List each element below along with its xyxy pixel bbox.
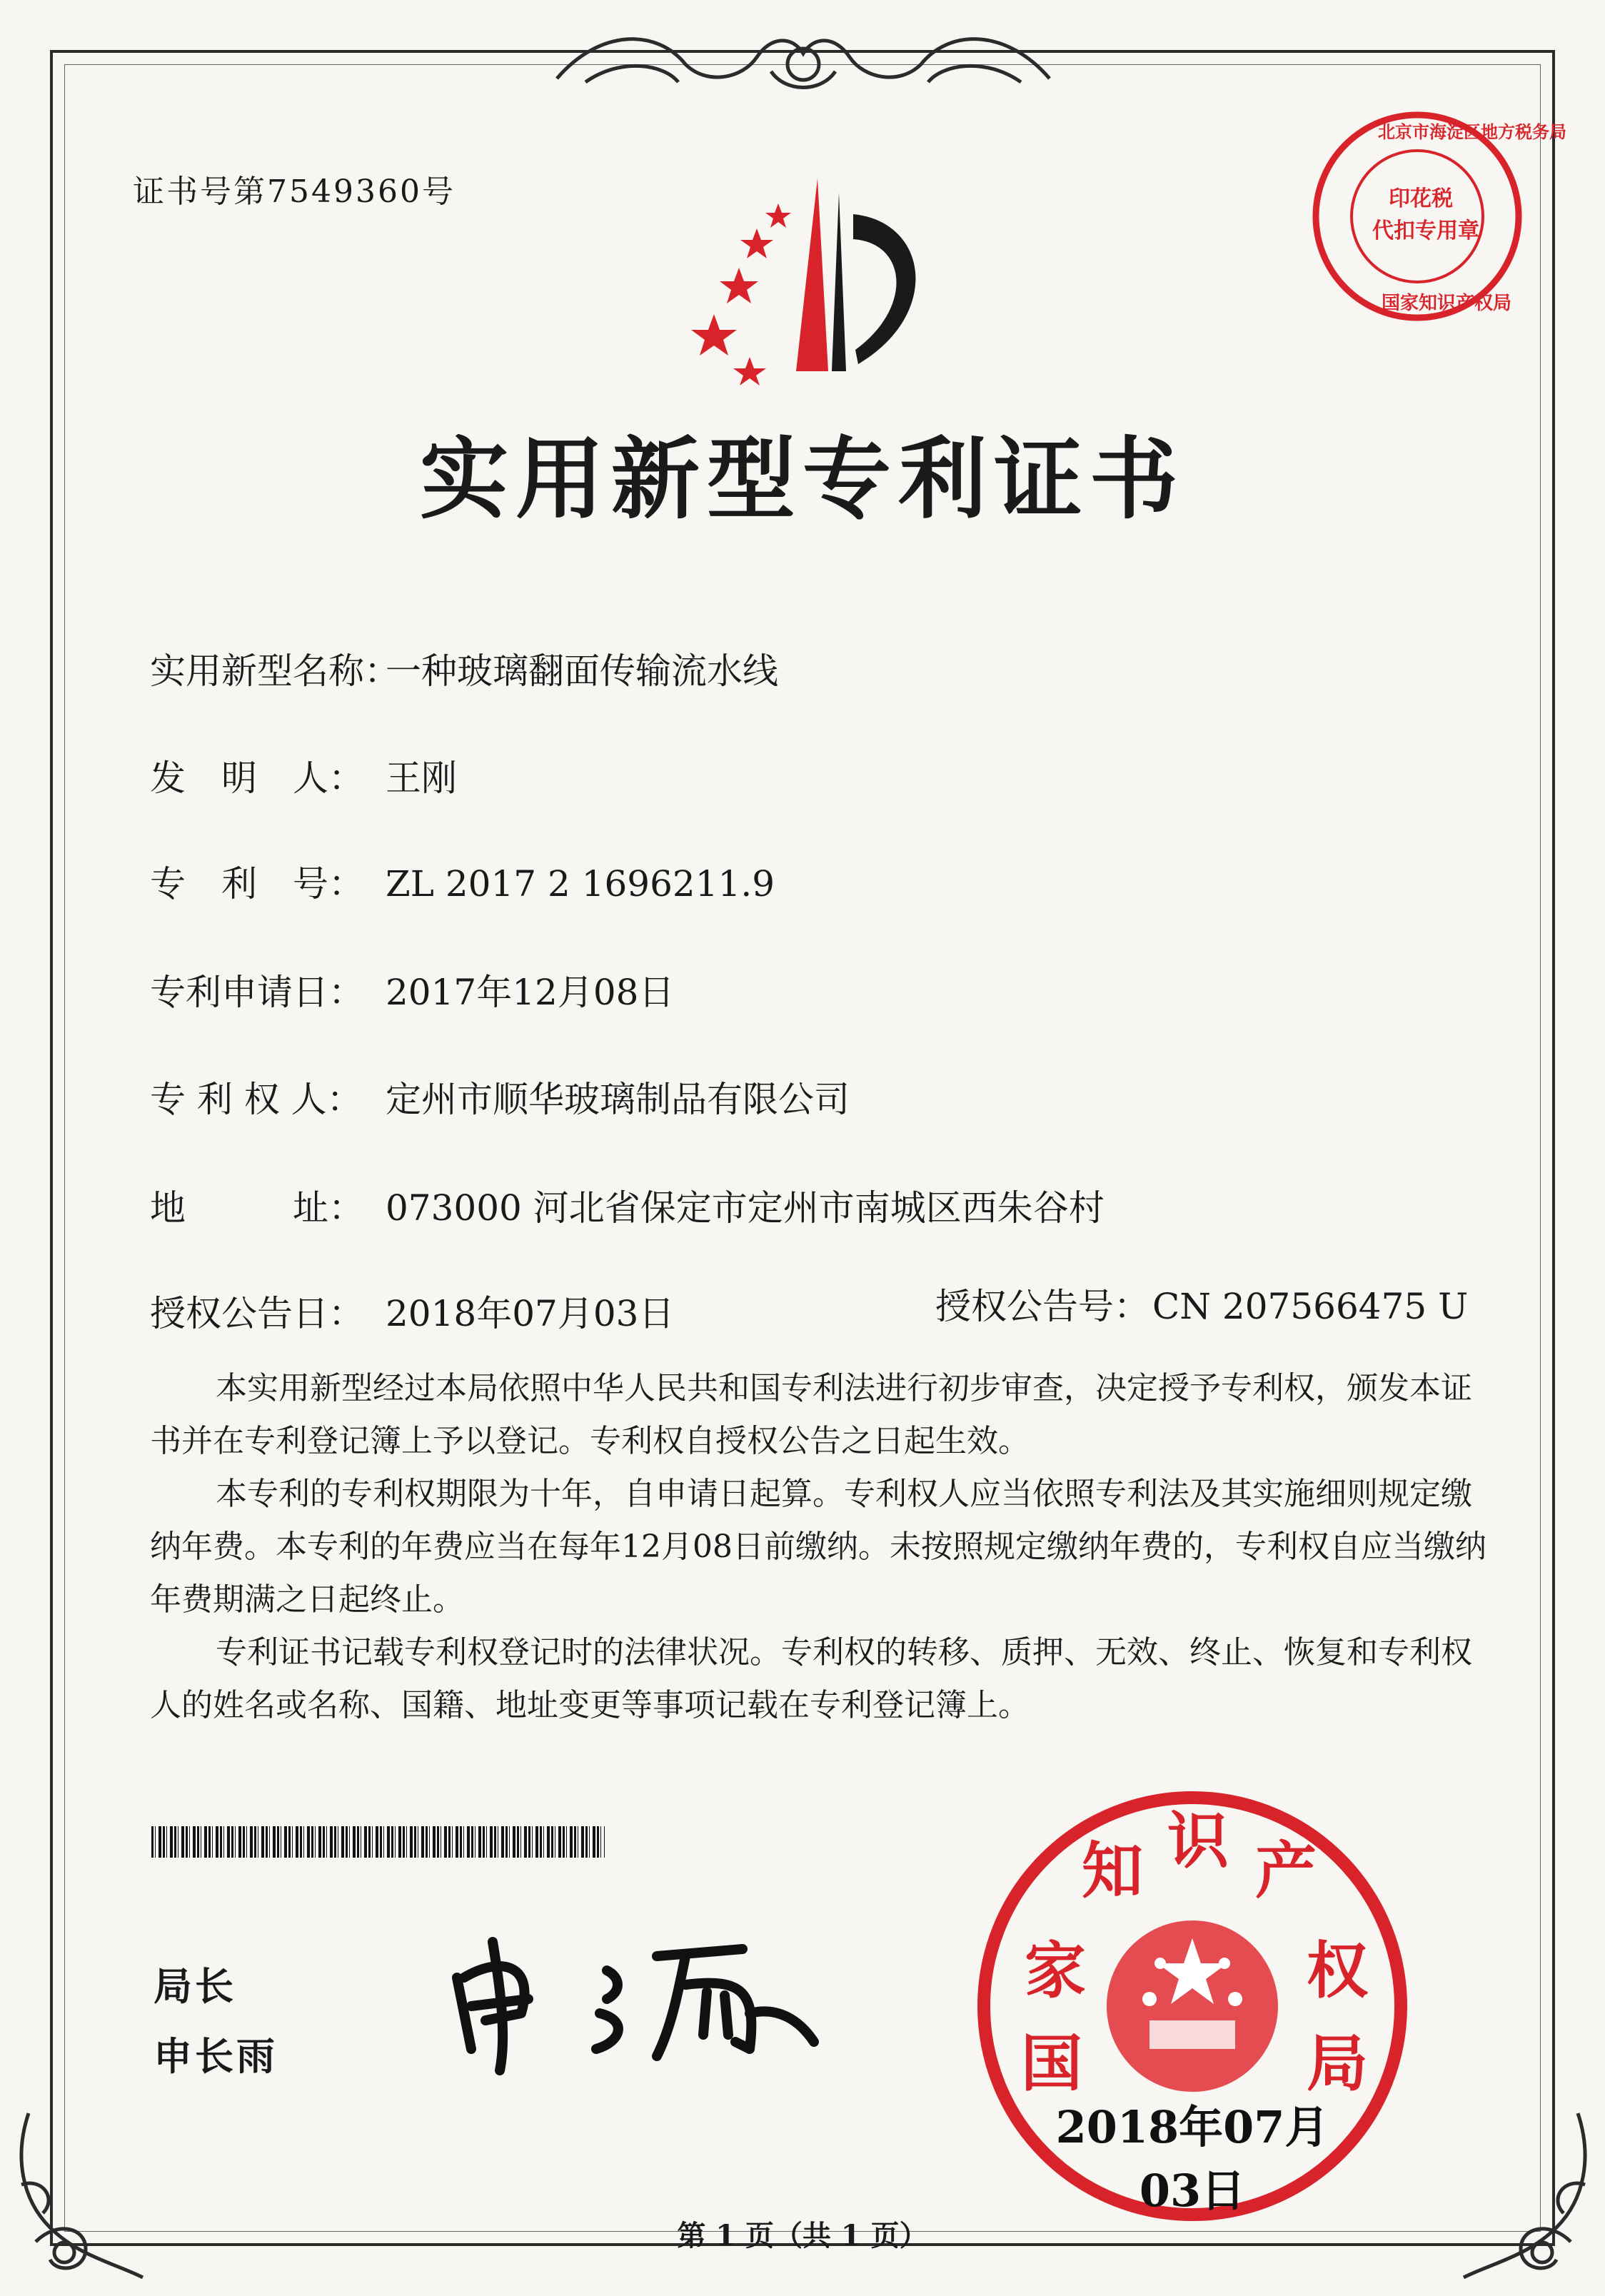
body-paragraph: 专利证书记载专利权登记时的法律状况。专利权的转移、质押、无效、终止、恢复和专利权人的姓名或名称、国籍、地址变更等事项记载在专利登记簿上。 <box>150 1634 1472 1723</box>
patentee-field <box>150 1071 850 1122</box>
address-field <box>150 1179 1105 1231</box>
seal-date: 2018年07月03日 <box>1055 2101 1329 2217</box>
svg-text:产: 产 <box>1255 1836 1317 1907</box>
field-value: 073000 河北省保定市定州市南城区西朱谷村 <box>386 1187 1105 1229</box>
page-title: 实用新型专利证书 <box>419 428 1185 531</box>
patent-emblem-icon <box>671 171 957 378</box>
svg-text:知: 知 <box>1082 1836 1143 1907</box>
utility-model-name-field <box>150 643 778 694</box>
field-value: 2018年07月03日 <box>386 1293 675 1334</box>
field-label: 专 利 权 人： <box>150 1079 363 1120</box>
director-title: 局长 <box>154 1964 236 2009</box>
field-value: ZL 2017 2 1696211.9 <box>386 863 775 905</box>
svg-text:识: 识 <box>1167 1806 1229 1877</box>
field-label: 地 址： <box>150 1187 364 1229</box>
inventor-field <box>150 750 457 801</box>
director-signature <box>443 1928 828 2078</box>
svg-text:家: 家 <box>1025 1935 1086 2007</box>
patent-number-field <box>150 855 775 907</box>
field-label: 专利申请日： <box>150 972 364 1013</box>
field-label: 实用新型名称： <box>150 650 400 692</box>
bottom-left-ornament <box>7 2099 150 2292</box>
director-name: 申长雨 <box>154 2034 278 2079</box>
svg-text:国家知识产权局: 国家知识产权局 <box>1382 293 1512 314</box>
filing-date-field <box>150 964 675 1015</box>
svg-text:权: 权 <box>1307 1935 1368 2007</box>
field-label: 授权公告日： <box>150 1293 364 1334</box>
bottom-right-ornament <box>1456 2099 1599 2292</box>
body-paragraph: 本专利的专利权期限为十年，自申请日起算。专利权人应当依照专利法及其实施细则规定缴纳年费。本专利的年费应当在每年12月08日前缴纳。未按照规定缴纳年费的，专利权自应当缴纳年费期满之日起终止。 <box>150 1476 1486 1618</box>
field-value: 定州市顺华玻璃制品有限公司 <box>386 1079 850 1120</box>
svg-text:北京市海淀区地方税务局: 北京市海淀区地方税务局 <box>1378 121 1566 142</box>
field-value: 王刚 <box>386 757 457 799</box>
svg-text:代扣专用章: 代扣专用章 <box>1372 218 1479 243</box>
stamp-duty-seal <box>1307 106 1566 327</box>
field-value: 一种玻璃翻面传输流水线 <box>386 650 778 692</box>
svg-text:印花税: 印花税 <box>1389 186 1453 211</box>
field-value: 2017年12月08日 <box>386 972 675 1013</box>
field-label: 授权公告号： <box>935 1286 1149 1327</box>
body-paragraph: 本实用新型经过本局依照中华人民共和国专利法进行初步审查，决定授予专利权，颁发本证书并在专利登记簿上予以登记。专利权自授权公告之日起生效。 <box>150 1370 1472 1459</box>
page-number: 第 1 页（共 1 页） <box>677 2219 928 2252</box>
certificate-body <box>150 1362 1492 1732</box>
barcode <box>151 1826 605 1858</box>
field-value: CN 207566475 U <box>1152 1286 1469 1327</box>
top-ornament <box>543 14 1064 107</box>
certificate-number: 证书号第7549360号 <box>133 173 456 210</box>
grant-publication-number-field <box>935 1278 1468 1329</box>
svg-text:局: 局 <box>1307 2028 1368 2100</box>
field-label: 专 利 号： <box>150 863 364 905</box>
grant-date-field <box>150 1285 675 1336</box>
field-label: 发 明 人： <box>150 757 364 799</box>
svg-text:国: 国 <box>1021 2028 1082 2100</box>
